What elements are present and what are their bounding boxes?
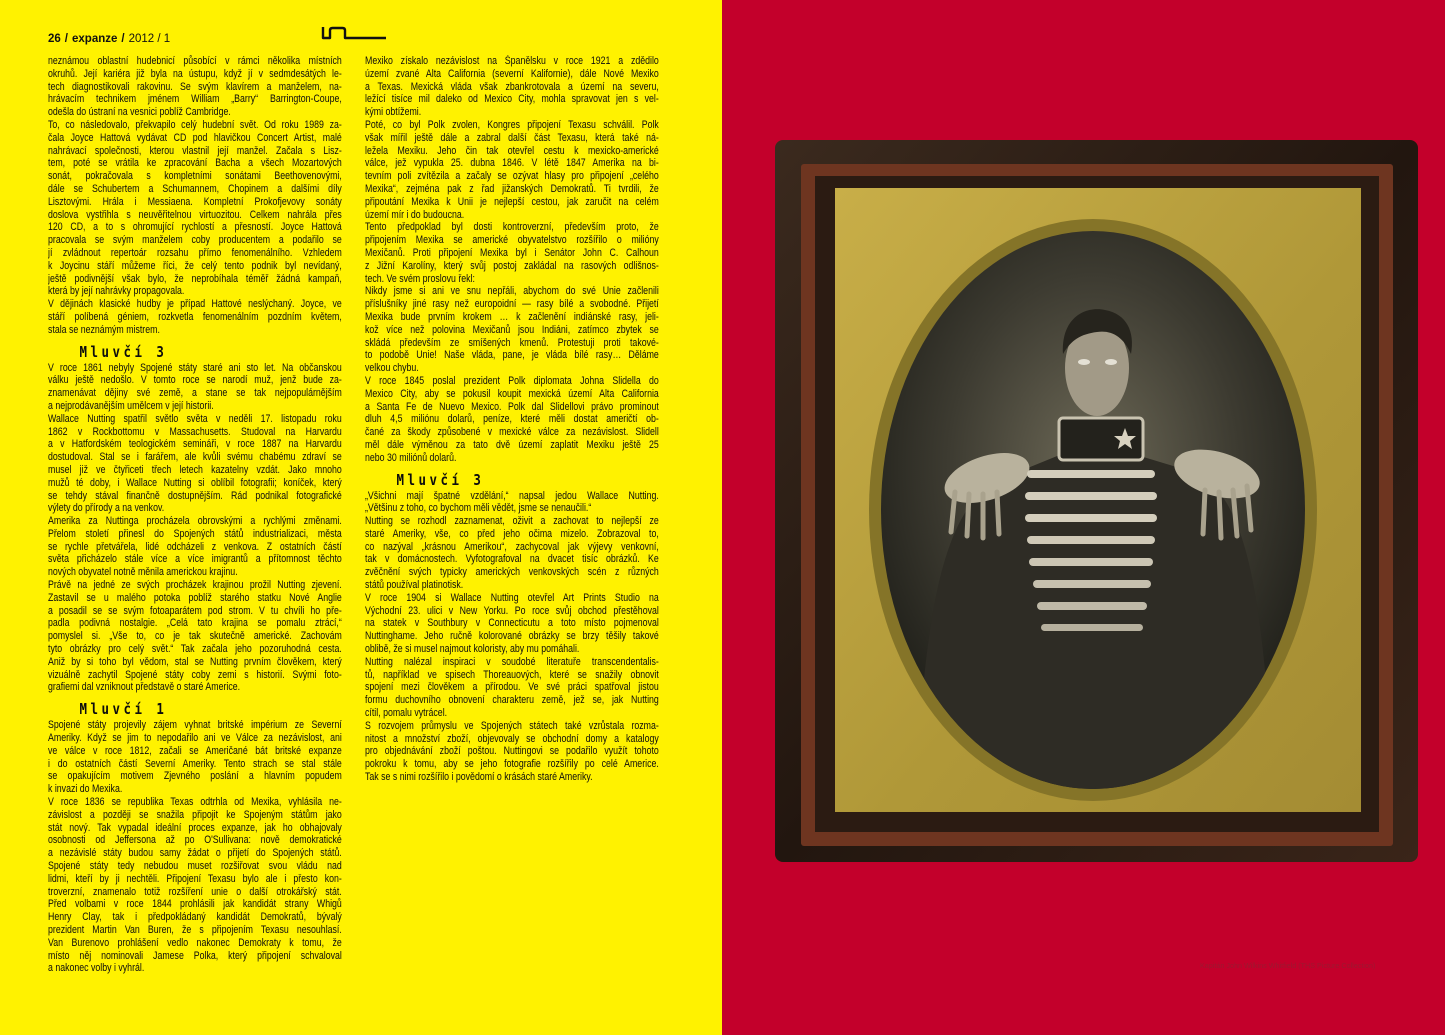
text-line: na statek v Southbury v Connecticutu a toto místo pojmenoval [365,617,659,630]
text-line: ležící tisíce mil daleko od Mexico City, mohla spravovat jen s vel- [365,93,659,106]
text-line: Mexika“, zejména pak z řad jižanských Demokratů. Ti tvrdili, že [365,182,659,195]
text-line: Wallace Nutting spatřil světlo světa v neděli 17. listopadu roku [48,412,342,425]
text-line: válce, jež vypukla 25. dubna 1846. V létě 1847 Amerika na bi- [365,157,659,170]
chest-braid [1027,470,1155,478]
text-line: skládá především ze smíšených kmenů. Protestuji proti takové- [365,336,659,349]
text-line: ležela Mexiku. Jeho čin tak otevřel cestu k mexicko-americké [365,144,659,157]
paragraph [365,656,659,720]
text-line: 1862 v Rockbottomu v Massachusetts. Studoval na Harvardu [48,425,342,438]
paragraph [48,119,342,298]
magazine-name: expanze [72,33,118,45]
chest-braid [1025,514,1157,522]
text-line: stát nový. Tak vypadal ideální proces expanze, jak ho obhajovaly [48,821,342,834]
text-line: ve válce v roce 1812, začali se Američané bát britské expanze [48,744,342,757]
text-line: 120 CD, a to s ohromující rychlostí a přesností. Joyce Hattová [48,221,342,234]
text-line: Mexiko získalo nezávislost na Španělsku v roce 1921 a zdědilo [365,55,659,67]
text-line: Ameriky. Když se jim to nepodařilo ani ve Válce za nezávislost, ani [48,732,342,745]
text-line: z Jižní Karolíny, který svůj postoj zakládal na rasových odlišnos- [365,259,659,272]
portrait-eye-left [1078,359,1090,365]
text-line: Spojené státy projevily zájem vyhnat britské impérium ze Severní [48,719,342,732]
text-line: formu duchovního obnovení charakteru země, jež se, jak Nutting [365,694,659,707]
text-line: Přelom století přinesl do Spojených států industrializaci, města [48,527,342,540]
text-line: Spojené státy tedy nebudou muset rozšiřovat svou vládu nad [48,860,342,873]
text-line: připojením Mexika se americké obyvatelstvo rozšířilo o milióny [365,234,659,247]
text-line: Právě na jedné ze svých procházek krajinou prožil Nutting zjevení. [48,579,342,592]
text-line: připoutání Mexika k Unii je nejlepší cestou, jak zaručit na celém [365,195,659,208]
text-line: nitost a množství zboží, objevovaly se obchodní domy a katalogy [365,732,659,745]
chest-braid [1025,492,1157,500]
text-line: k Joycinu stáří můžeme říci, že celý tento podnik byl nevídaný, [48,259,342,272]
text-line: čané za škody způsobené v mexické válce za nezávislost. Slidell [365,426,659,439]
text-line: oblibě, že si musel najmout koloristy, aby mu pomáhali. [365,643,580,656]
text-line: k invazi do Mexika. [48,783,123,796]
text-line: čala Joyce Hattová vydávat CD pod hlavičkou Concert Artist, malé [48,131,342,144]
text-line: Tak se s nimi rozšířilo i povědomí o krásách staré Ameriky. [365,771,593,784]
paragraph [48,55,342,119]
section-heading: Mluvčí 3 [79,342,168,361]
text-line: světa přicházelo stále více a více imigrantů a přítomnost těchto [48,553,342,566]
paragraph [365,490,659,516]
portrait-eye-right [1105,359,1117,365]
text-line: a Texas. Mexická vláda však zbankrotovala a území na severu, [365,80,659,93]
text-line: staré Ameriky, vše, co před jeho očima mizelo. Zobrazoval to, [365,527,659,540]
text-line: států používal platinotisk. [365,579,464,592]
text-line: a v Hatfordském teologickém semináři, v roce 1887 na Harvardu [48,438,342,451]
paragraph [365,592,659,656]
text-line: musel již ve čtyřiceti třech letech kazatelny vzdát. Jako mnoho [48,463,342,476]
text-line: Lisztovými. Hrála i Messiaena. Kompletní Prokofjevovy sonáty [48,195,342,208]
text-line: Tento předpoklad byl dosti kontroverzní, především proto, že [365,221,659,234]
text-line: Mexičanů. Proti připojení Mexika byl i Senátor John C. Calhoun [365,246,659,259]
text-line: V dějinách klasické hudby je případ Hattové neslýchaný. Joyce, ve [48,298,342,311]
header-separator: / [121,33,125,45]
daguerreotype-photo [775,140,1418,862]
text-line: dluh 4,5 miliónu dolarů, peníze, které měli dostat američtí ob- [365,413,659,426]
text-line: odešla do ústraní na vesnici poblíž Cambridge. [48,106,231,119]
text-line: Východní 23. ulici v New Yorku. Po roce svůj obchod přestěhoval [365,604,659,617]
text-line: „Všichni mají špatné vzdělání,“ napsal jedou Wallace Nutting. [365,489,659,502]
text-line: V roce 1861 nebyly Spojené státy staré ani sto let. Na občanskou [48,361,342,374]
chest-braid [1033,580,1151,588]
text-line: Mexika bude prvním krokem … k začlenění indiánské rasy, jeli- [365,310,659,323]
text-line: znamenávat dějiny své země, a stane se tak nejpopulárnějším [48,387,342,400]
text-line: a nejprodávanějším umělcem v její historii. [48,399,214,412]
text-line: se rychle přetvářela, lidé odcházeli z venkova. Z ostatních částí [48,540,342,553]
section-heading: Mluvčí 3 [396,470,485,489]
paragraph [48,719,342,796]
text-line: vizuálně zachytil Spojené státy coby zemi s historií. Svými foto- [48,668,342,681]
text-line: doslova vystřihla s neuvěřitelnou virtuozitou. Celkem nahrála přes [48,208,342,221]
text-line: To, co následovalo, překvapilo celý hudební svět. Od roku 1989 za- [48,118,342,131]
text-line: mužů té doby, i Wallace Nutting si oblíbil fotografii; koníček, který [48,476,342,489]
text-line: území zvané Alta California (severní Kalifornie), dále Nové Mexiko [365,67,659,80]
text-line: lidmi, kteří by ji nechtěli. Připojení Texasu bylo ale i přesto kon- [48,872,342,885]
text-line: Nutting se rozhodl zaznamenat, oživit a zachovat to nejlepší ze [365,515,659,528]
text-line: tech. Ve svém proslovu řekl: [365,272,475,285]
page-number: 26 [48,33,61,45]
paragraph [48,298,342,336]
text-line: kými obtížemi. [365,106,422,119]
text-line: okruhů. Její kariéra již byla na ústupu, když jí v sedmdesátých le- [48,67,342,80]
text-line: Aniž by si toho byl vědom, stal se Nutting prvním člověkem, který [48,655,342,668]
text-line: S rozvojem průmyslu ve Spojených státech také vzrůstala rozma- [365,719,659,732]
text-line: Před volbami v roce 1844 prohlásili jak kandidát strany Whigů [48,898,342,911]
text-line: Zastavil se u malého potoka poblíž starého statku Nové Anglie [48,591,342,604]
paragraph [48,796,342,975]
text-line: tyto obrázky pro celý svět.“ Tak začala jeho pozoruhodná cesta. [48,643,342,656]
text-line: Henry Clay, tak i předpokládaný kandidát Demokratů, bývalý [48,911,342,924]
text-line: Poté, co byl Polk zvolen, Kongres připojení Texasu schválil. Polk [365,118,659,131]
header-separator: / [64,33,68,45]
text-line: co nazýval „krásnou Amerikou“, zachycoval jak výjevy venkovní, [365,540,659,553]
text-line: nových obyvatel notně měnila americkou krajinu. [48,566,238,579]
text-line: V roce 1836 se republika Texas odtrhla od Mexika, vyhlásila ne- [48,796,342,809]
text-line: Amerika za Nuttinga procházela obrovskými a rychlými změnami. [48,515,342,528]
chest-braid [1041,624,1143,631]
text-line: grafiemi dal vzniknout představě o staré Americe. [48,681,241,694]
text-line: stala se neznámým mistrem. [48,323,160,336]
paragraph [365,720,659,784]
photo-caption: Kapitán John Wilkins Whitfield (THS Picture Collection) [1200,961,1376,970]
text-line: která by její nahrávky propagovala. [48,285,185,298]
paragraph [365,375,659,465]
text-line: a Santa Fe de Nuevo Mexico. Polk dal Slidellovi právo prominout [365,400,659,413]
logo-stroke [323,27,386,38]
text-line: Van Burenovo prohlášení vedlo nakonec Demokraty k tomu, že [48,936,342,949]
text-line: pracovala se svým manželem coby producentem a podařilo se [48,234,342,247]
text-line: Nutting nalézal inspiraci v soudobé literatuře transcendentalis- [365,655,659,668]
text-line: spojení mezi člověkem a přírodou. Ve své práci spatřoval jistou [365,681,659,694]
text-line: sonát, pokračovala s kompletními sonátami Beethovenovými, [48,170,342,183]
text-line: tem, poté se vrátila ke zpracování Bacha a všech Mozartových [48,157,342,170]
text-line: V roce 1904 si Wallace Nutting otevřel Art Prints Studio na [365,591,659,604]
text-line: a posadil se se svým fotoaparátem pod strom. V tu chvíli ho pře- [48,604,342,617]
text-line: a nakonec volby i vyhrál. [48,962,145,975]
text-line: zvěčnění svých typicky amerických venkovských scén z různých [365,566,659,579]
text-line: pokroku k tomu, aby se jeho fotografie rozšířily po celé Americe. [365,758,659,771]
issue-number: 2012 / 1 [128,33,171,45]
text-column-left [48,55,342,975]
text-line: území mír i do budoucna. [365,208,465,221]
text-line: příslušníky jiné rasy než europoidní — rasy bílé a svobodné. Přijetí [365,298,659,311]
text-line: tak v domácnostech. Vyfotografoval na dvacet tisíc obrázků. Ke [365,553,659,566]
text-line: prezident Martin Van Buren, že s připojením Texasu nesouhlasí. [48,924,342,936]
paragraph [48,579,342,694]
text-line: velkou chybu. [365,362,419,375]
text-line: závislost a později se snažila připojit ke Spojeným státům jako [48,808,342,821]
paragraph [48,413,342,515]
paragraph [48,362,342,413]
text-line: Nikdy jsme si ani ve snu nepřáli, abychom do své Unie začlenili [365,285,659,298]
magazine-logo-icon [318,24,390,44]
text-line: pomyslel si. „Vše to, co je tak skutečně americké. Zachovám [48,630,342,643]
text-line: kož více než polovina Mexičanů jsou Indiáni, zatímco zbytek se [365,323,659,336]
text-line: však mířil ještě dále a zabral další část Texasu, která také ná- [365,131,659,144]
text-line: ještě podivnější však bylo, že neprobíhala téměř žádná kampaň, [48,272,342,285]
paragraph [365,55,659,119]
text-line: pro objednávání zboží poštou. Nuttingovi se podařilo využít tohoto [365,745,659,758]
text-line: hrávacím technikem jménem William „Barry“ Barrington-Coupe, [48,93,342,106]
text-line: místo něj nominovali Jamese Polka, který připojení schvaloval [48,949,342,962]
page-header [48,32,174,46]
text-line: nahrávací společnosti, kterou vlastnil její manžel. Začala s Lisz- [48,144,342,157]
text-column-right [365,55,659,784]
text-line: Nuttinghame. Jeho ručně kolorované obrázky se brzy těšily takové [365,630,659,643]
text-line: Mexico City, aby se pokusil koupit mexická území Alta California [365,387,659,400]
text-line: tech diagnostikovali rakovinu. Se svým klavírem a manželem, na- [48,80,342,93]
section-heading: Mluvčí 1 [79,700,168,719]
text-line: tů, například ve spisech Thoreauových, které se snažily obnovit [365,668,659,681]
text-line: a nezávislé státy budou samy žádat o přijetí do Spojených států. [48,847,342,860]
text-line: se opakujícím motivem Zjevného poslání a hlavním popudem [48,770,342,783]
text-line: dostudoval. Stal se i farářem, ale kvůli svému chabému zdraví se [48,451,342,464]
text-line: osobnosti od Jeffersona až po O'Sullivana: nově demokratické [48,834,342,847]
text-line: měl dále výměnou za tato dvě území zaplatit Mexiku ještě 25 [365,438,659,451]
text-line: stáří políbená géniem, rozkvetla fenomenálním pozdním květem, [48,310,342,323]
paragraph [365,221,659,285]
text-line: výlety do přírody a na venkov. [48,502,165,515]
text-line: i do ostatních částí Severní Ameriky. Tento strach se stal stále [48,757,342,770]
text-line: nebo 30 miliónů dolarů. [365,451,457,464]
paragraph [365,119,659,221]
text-line: jí zvládnout repertoár rozsahu přímo fenomenálního. Vzhledem [48,246,342,259]
text-line: neznámou oblastní hudebnicí působící v rámci několika místních [48,55,342,67]
text-line: válku ještě nedošlo. V tomto roce se narodí muž, jenž bude za- [48,374,342,387]
paragraph [48,515,342,579]
text-line: V roce 1845 poslal prezident Polk diplomata Johna Slidella do [365,374,659,387]
chest-braid [1037,602,1147,610]
text-line: cítil, pomalu vytrácel. [365,707,448,720]
text-line: se tehdy stával finančně dostupnějším. Rád podnikal fotografické [48,489,342,502]
chest-braid [1029,558,1153,566]
text-line: dále se Schubertem a Schumannem, Chopinem a dalšími díly [48,182,342,195]
text-line: tevním poli zvítězila a začaly se ozývat hlasy pro připojení „celého [365,170,659,183]
chest-braid [1027,536,1155,544]
text-line: to podobě Unie! Naše vláda, pane, je vláda bílé rasy… Děláme [365,349,659,362]
text-line: „Většinu z toho, co bychom měli vědět, jsme se nenaučili.“ [365,502,592,515]
text-line: troverzní, znamenalo totiž rozšíření unie o další otrokářský stát. [48,885,342,898]
paragraph [365,515,659,592]
paragraph [365,285,659,375]
text-line: padla podivná nostalgie. „Celá tato krajina se pomalu ztrácí,“ [48,617,342,630]
